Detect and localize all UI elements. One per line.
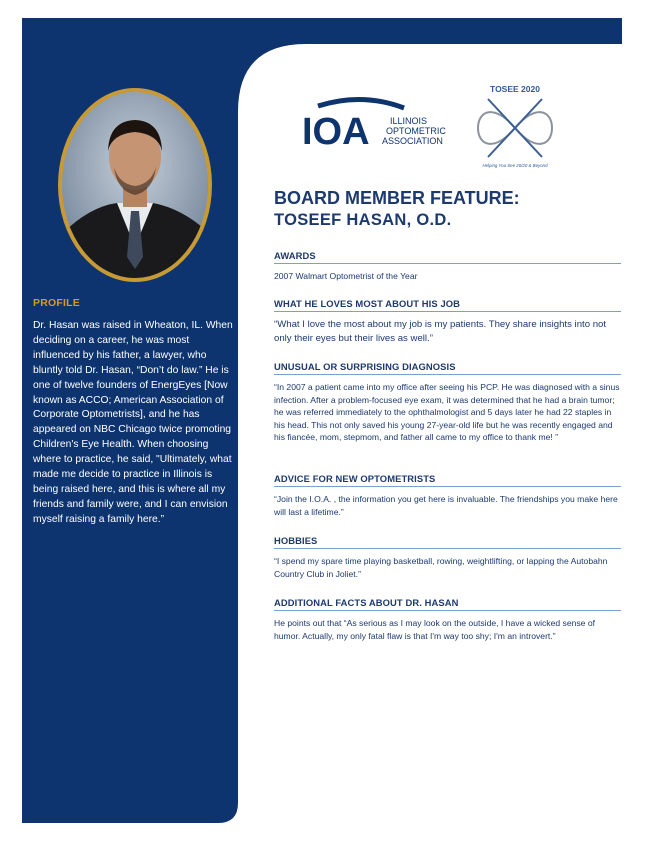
ioa-letters: IOA	[302, 111, 370, 153]
association-line-2: OPTOMETRIC	[386, 126, 446, 136]
section-title: ADVICE FOR NEW OPTOMETRISTS	[274, 473, 621, 487]
feature-heading: BOARD MEMBER FEATURE:	[274, 188, 520, 208]
section-hobbies	[274, 535, 621, 580]
section-title: AWARDS	[274, 250, 621, 264]
ioa-swoosh	[318, 99, 404, 108]
tosee-logo	[474, 83, 556, 171]
section-loves	[274, 298, 621, 346]
profile-title: PROFILE	[33, 297, 80, 309]
section-body: 2007 Walmart Optometrist of the Year	[274, 271, 418, 281]
feature-name: TOSEEF HASAN, O.D.	[274, 211, 452, 229]
section-title: ADDITIONAL FACTS ABOUT DR. HASAN	[274, 597, 621, 611]
doctor-portrait	[57, 87, 213, 283]
section-body: “I spend my spare time playing basketball, rowing, weightlifting, or lapping the Autobahn Country Club in Joliet.”	[274, 556, 608, 579]
ioa-logo	[300, 96, 450, 156]
section-body: “Join the I.O.A. , the information you get here is invaluable. The friendships you make here will last a lifetime.”	[274, 494, 618, 517]
section-body: “In 2007 a patient came into my office after seeing his PCP. He was diagnosed with a sinus infection. After a problem-focused eye exam, it was determined that he had a brain tumor; he was referred immediately to the ophthalmologist and 5 days later he had 22 staples in his head. This not only saved his young 27-year-old life but he was recently engaged and his fiancée, mom, stepmom, and father all came to my office to thank me! ”	[274, 382, 620, 443]
association-line-3: ASSOCIATION	[382, 136, 443, 146]
section-title: HOBBIES	[274, 535, 621, 549]
profile-text: Dr. Hasan was raised in Wheaton, IL. When deciding on a career, he was most influenced by his father, a lawyer, who bluntly told Dr. Hasan, “Don’t do law.” He is one of twelve founders of EnergEyes [Now known as ACCO; American Association of Corporate Optometrists], and he has appeared on NBC Chicago twice promoting Children's Eye Health. When choosing where to practice, he said, "Ultimately, what made me decide to practice in Illinois is being raised here, and this is where all my friends and family were, and I can envision myself raising a family here.”	[33, 320, 233, 525]
section-advice	[274, 473, 621, 518]
section-body: He points out that “As serious as I may look on the outside, I have a wicked sense of humor. Actually, my only fatal flaw is that I'm way too shy; I'm an introvert.”	[274, 618, 596, 641]
association-line-1: ILLINOIS	[390, 116, 428, 126]
tosee-tagline: Helping You See 20/20 & Beyond	[482, 163, 548, 168]
section-facts	[274, 597, 621, 642]
section-title: WHAT HE LOVES MOST ABOUT HIS JOB	[274, 298, 621, 312]
section-body: “What I love the most about my job is my patients. They share insights into not only their eyes but their lives as well.”	[274, 319, 607, 344]
portrait-frame	[57, 87, 213, 283]
tosee-title: TOSEE 2020	[490, 84, 540, 94]
section-diagnosis	[274, 361, 621, 444]
section-title: UNUSUAL OR SURPRISING DIAGNOSIS	[274, 361, 621, 375]
section-awards	[274, 250, 621, 283]
